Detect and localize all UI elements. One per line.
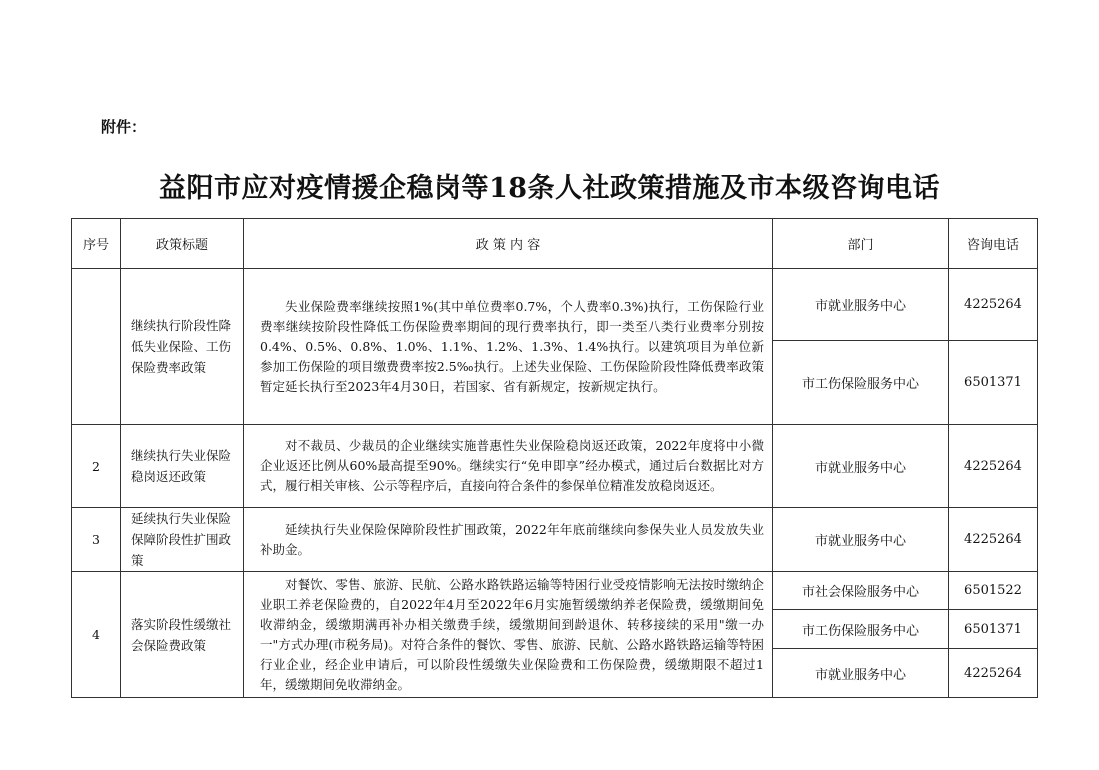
policy-content: 对餐饮、零售、旅游、民航、公路水路铁路运输等特困行业受疫情影响无法按时缴纳企业职工养老保险费的，自2022年4月至2022年6月实施暂缓缴纳养老保险费，缓缴期间免收滞纳金，缓缴期满再补办相关缴费手续，缓缴期间到龄退休、转移接续的采用"缴一办一"方式办理(市税务局)。对符合条件的餐饮、零售、旅游、民航、公路水路铁路运输等特困行业企业，经企业申请后，可以阶段性缓缴失业保险费和工伤保险费，缓缴期限不超过1年，缓缴期间免收滞纳金。 [244, 572, 773, 698]
col-header-title: 政策标题 [121, 219, 244, 269]
row-number: 3 [72, 508, 121, 572]
department: 市工伤保险服务中心 [773, 341, 949, 425]
policy-title: 落实阶段性缓缴社会保险费政策 [121, 572, 244, 698]
policy-content: 延续执行失业保险保障阶段性扩围政策，2022年年底前继续向参保失业人员发放失业补助金。 [244, 508, 773, 572]
phone-number: 6501371 [949, 341, 1038, 425]
phone-number: 4225264 [949, 425, 1038, 508]
policy-table [71, 218, 1038, 698]
phone-number: 6501371 [949, 610, 1038, 649]
phone-number: 6501522 [949, 572, 1038, 610]
col-header-dept: 部门 [773, 219, 949, 269]
department: 市就业服务中心 [773, 508, 949, 572]
document-title: 益阳市应对疫情援企稳岗等18条人社政策措施及市本级咨询电话 [158, 173, 941, 204]
row-number: 4 [72, 572, 121, 698]
table-row [72, 269, 1038, 341]
phone-number: 4225264 [949, 649, 1038, 698]
phone-number: 4225264 [949, 508, 1038, 572]
policy-content: 对不裁员、少裁员的企业继续实施普惠性失业保险稳岗返还政策，2022年度将中小微企业返还比例从60%最高提至90%。继续实行“免申即享”经办模式，通过后台数据比对方式，履行相关审核、公示等程序后，直接向符合条件的参保单位精准发放稳岗返还。 [244, 425, 773, 508]
col-header-content: 政 策 内 容 [244, 219, 773, 269]
row-number [72, 269, 121, 425]
department: 市就业服务中心 [773, 649, 949, 698]
row-number: 2 [72, 425, 121, 508]
phone-number: 4225264 [949, 269, 1038, 341]
department: 市就业服务中心 [773, 425, 949, 508]
department: 市就业服务中心 [773, 269, 949, 341]
policy-content: 失业保险费率继续按照1%(其中单位费率0.7%，个人费率0.3%)执行，工伤保险行业费率继续按阶段性降低工伤保险费率期间的现行费率执行，即一类至八类行业费率分别按0.4%、0.5%、0.8%、1.0%、1.1%、1.2%、1.3%、1.4%执行。以建筑项目为单位新参加工伤保险的项目缴费费率按2.5‰执行。上述失业保险、工伤保险阶段性降低费率政策暂定延长执行至2023年4月30日，若国家、省有新规定，按新规定执行。 [244, 269, 773, 425]
policy-title: 延续执行失业保险保障阶段性扩围政策 [121, 508, 244, 572]
department: 市工伤保险服务中心 [773, 610, 949, 649]
table-row [72, 425, 1038, 508]
department: 市社会保险服务中心 [773, 572, 949, 610]
table-row [72, 572, 1038, 610]
policy-title: 继续执行阶段性降低失业保险、工伤保险费率政策 [121, 269, 244, 425]
col-header-phone: 咨询电话 [949, 219, 1038, 269]
policy-title: 继续执行失业保险稳岗返还政策 [121, 425, 244, 508]
attachment-label: 附件： [101, 118, 147, 136]
table-row [72, 508, 1038, 572]
table-header-row [72, 219, 1038, 269]
col-header-no: 序号 [72, 219, 121, 269]
